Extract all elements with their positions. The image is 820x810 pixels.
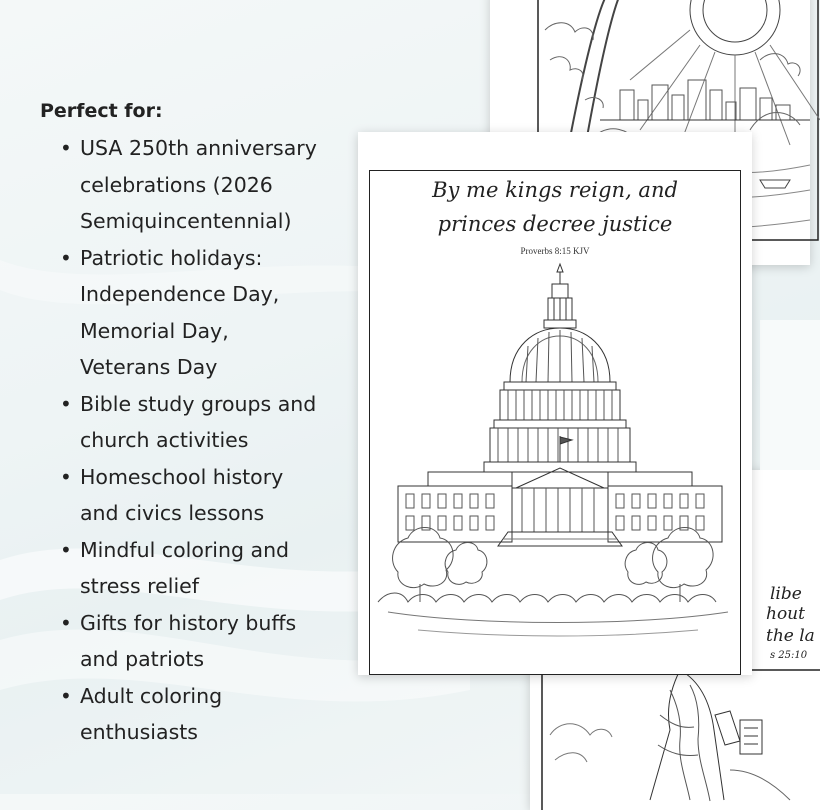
features-list: [40, 130, 340, 751]
list-item: • Homeschool history and civics lessons: [60, 464, 284, 525]
list-item: • Gifts for history buffs and patriots: [60, 610, 297, 671]
scripture-citation: Proverbs 8:15 KJV: [520, 246, 590, 256]
side-text-fragment: hout: [766, 604, 805, 624]
coloring-page-edge: [760, 320, 820, 470]
list-item: • Mindful coloring and stress relief: [60, 537, 290, 598]
perfect-for-section: [40, 100, 340, 751]
list-item: • Adult coloring enthusiasts: [60, 683, 223, 744]
perfect-for-heading: Perfect for:: [40, 100, 163, 122]
side-text-fragment: s 25:10: [770, 650, 808, 661]
capitol-building-illustration: [358, 132, 752, 675]
list-item: • USA 250th anniversary celebrations (2026 Semiquincentennial): [60, 136, 317, 233]
list-item: • Patriotic holidays: Independence Day, Memorial Day, Veterans Day: [60, 245, 280, 379]
list-item: • Bible study groups and church activities: [60, 391, 317, 452]
quote-line-2: princes decree justice: [437, 212, 673, 236]
quote-line-1: By me kings reign, and: [432, 178, 678, 202]
coloring-page-capitol: [358, 132, 752, 675]
side-text-fragment: libe: [770, 584, 802, 604]
side-text-fragment: the la: [766, 626, 815, 646]
